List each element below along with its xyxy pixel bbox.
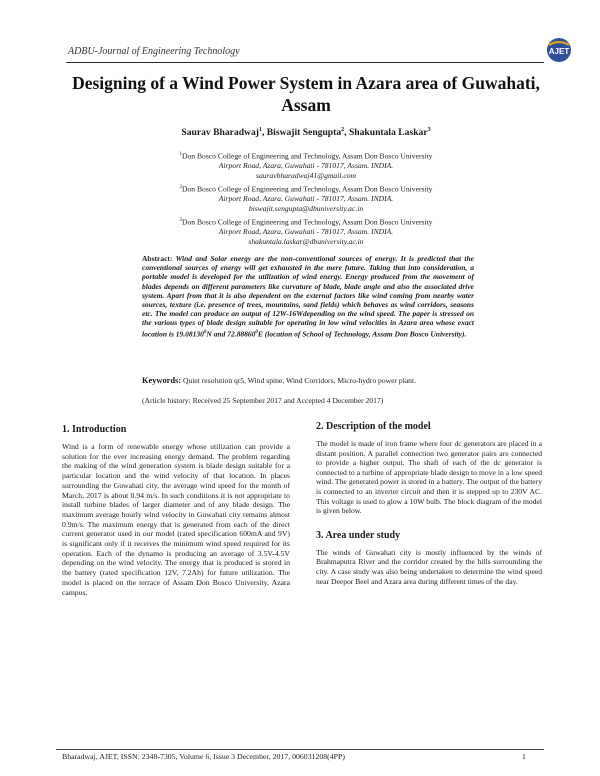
aff-college: Don Bosco College of Engineering and Technology, Assam Don Bosco University (182, 184, 433, 194)
abstract-degree: 0 (203, 329, 207, 335)
footer-rule (56, 749, 544, 750)
keywords-label: Keywords: (142, 376, 182, 385)
author-name: Saurav Bharadwaj (181, 127, 259, 139)
author-list (66, 127, 546, 138)
right-column (316, 421, 542, 586)
aff-sup: 3 (179, 218, 183, 223)
journal-logo (544, 36, 574, 64)
author-name: Shakuntala Laskar (348, 127, 428, 139)
article-history: (Article history: Received 25 September 2017 and Accepted 4 December 2017) (142, 396, 384, 405)
author-sep: , (261, 127, 267, 139)
page-number: 1 (522, 752, 526, 761)
author-name: Biswajit Sengupta (266, 127, 342, 139)
section-heading-area: 3. Area under study (316, 529, 401, 541)
affiliation-1 (66, 150, 546, 180)
logo-text: AJET (548, 47, 570, 56)
affiliation-2 (66, 183, 546, 213)
paper-title: Designing of a Wind Power System in Azara area of Guwahati, Assam (72, 73, 540, 115)
aff-address: Airport Road, Azara, Guwahati - 781017, Assam. INDIA. (218, 194, 394, 204)
introduction-text: Wind is a form of renewable energy whose utilization can provide a solution for the ever increasing energy demand. The problem regarding the making of the wind generation system is blade design suitable for a particular location and the wind velocity of that location. In places surrounding the Guwahati city, the average wind speed for the month of March, 2017 is about 0.94 m/s. In such conditions it is not appropriate to install turbine blades of larger diameter and of any blade design. The maximum average hourly wind velocity in Guwahati city remains almost 0.9m/s. The maximum energy that is generated from each of the direct current generator used in our model (rated specification 600mA and 9V) is significant only if it receives the minimum wind speed required for its operation. Each of the dynamo is producing an average of 3.5V-4.5V depending on the wind velocity. The energy that is produced is stored in the battery (rated specification 12V, 7.2Ah) for future utilization. The model is placed on the terrace of Assam Don Bosco University, Azara campus. (62, 442, 290, 597)
aff-email: shakuntala.laskar@dbuniversity.ac.in (248, 236, 364, 246)
abstract-label: Abstract: (142, 254, 173, 263)
aff-address: Airport Road, Azara, Guwahati - 781017, Assam. INDIA. (218, 227, 394, 237)
aff-college: Don Bosco College of Engineering and Technology, Assam Don Bosco University (182, 217, 433, 227)
section-heading-introduction: 1. Introduction (62, 424, 127, 435)
aff-college: Don Bosco College of Engineering and Technology, Assam Don Bosco University (182, 151, 433, 161)
author-sup: 3 (427, 127, 431, 133)
abstract-text-end: E (location of School of Technology, Assam Don Bosco University). (257, 329, 467, 339)
journal-name: ADBU-Journal of Engineering Technology (68, 46, 240, 57)
aff-sup: 2 (179, 185, 183, 190)
keywords (142, 376, 482, 385)
abstract-text-mid: N and 72.88860 (206, 329, 256, 339)
footer-citation: Bharadwaj, AJET, ISSN: 2348-7305, Volume 6, Issue 3 December, 2017, 006031208(4PP) (62, 752, 345, 761)
keywords-text: Quiet resolution qr5, Wind spine, Wind Corridors, Micro-hydro power plant. (182, 376, 416, 385)
abstract-degree: 0 (255, 329, 258, 335)
abstract (142, 254, 474, 338)
description-text: The model is made of iron frame where four dc generators are placed in a distant position. A parallel connection two generator pairs are connected to provide a higher output. The shaft of each of the dc generator is connected to a turbine of appropriate blade design to move in a low speed wind. The generated power is stored in a battery. The output of the battery is connected to an inverter circuit and then it is stepped up to 230V AC. This voltage is used to glow a 10W bulb. The block diagram of the model is given below. (316, 439, 542, 516)
affiliation-3 (66, 216, 546, 246)
author-sep: , (344, 127, 349, 139)
aff-sup: 1 (179, 152, 183, 157)
abstract-text: Wind and Solar energy are the non-conventional sources of energy. It is predicted that the conventional sources of energy will get exhausted in the mere future. Taking that into consideration, a portable model is developed for the utilization of wind energy. Energy produced from the movement of blades depends on different parameters like curvature of blade, blade angle and also the associated drive system. Apart from that it is also dependent on the external factors like wind coming from nearby water sources, texture (i.e. presence of trees, mountains, sand fields) which behaves as wind corridors, seasons etc. The model can produce an output of 12W-16Wdepending on the wind speed. The paper is stressed on the various types of blade design suitable for operating in low wind velocities in Azara area whose exact location is 19.08130 (142, 254, 474, 339)
header-rule (66, 62, 544, 63)
author-sup: 2 (341, 127, 345, 133)
aff-email: biswajit.sengupta@dbuniversity.ac.in (248, 203, 364, 213)
area-text: The winds of Guwahati city is mostly influenced by the winds of Brahmaputra River and the corridor created by the hills surrounding the city. A case study was also being undertaken to determine the wind speed near Deepor Beel and Azara area during different times of the day. (316, 547, 542, 586)
author-sup: 1 (258, 127, 262, 133)
left-column (62, 424, 290, 597)
section-heading-description: 2. Description of the model (316, 421, 431, 432)
aff-email: sauravbharadwaj41@gmail.com (255, 170, 356, 180)
aff-address: Airport Road, Azara, Guwahati - 781017, Assam. INDIA. (218, 161, 394, 171)
